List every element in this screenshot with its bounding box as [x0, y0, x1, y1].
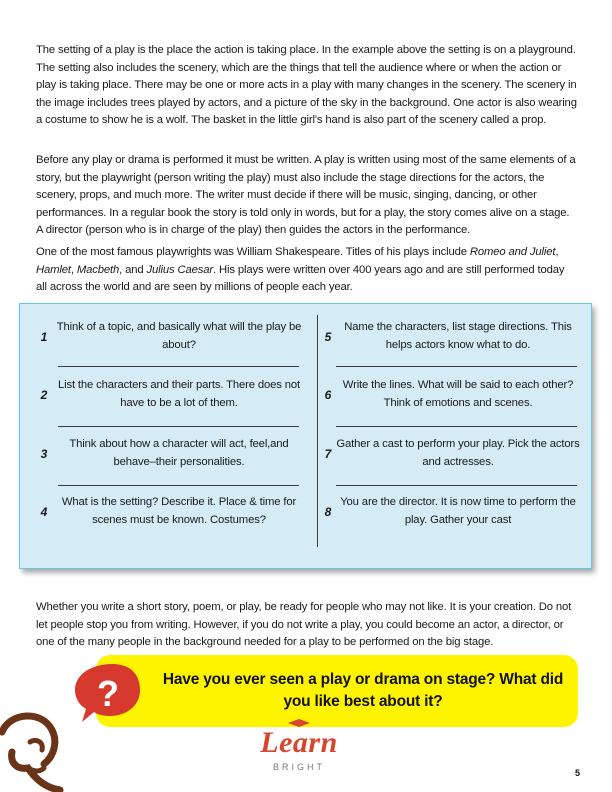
step-number: 6 — [324, 388, 332, 402]
shakespeare-text-end: . His plays were written over 400 years ago and are still performed today all across the world and are seen by millions of people each year. — [36, 263, 565, 294]
step-number: 5 — [324, 330, 332, 344]
step-text: Write the lines. What will be said to each other? Think of emotions and scenes. — [342, 379, 574, 409]
step-number: 7 — [324, 447, 332, 461]
step-text: Think of a topic, and basically what will the play be about? — [56, 321, 302, 351]
writing-paragraph: Before any play or drama is performed it must be written. A play is written using most of the same elements of a story, but the playwright (person writing the play) must also include the stage directions for the actors, the scenery, props, and much more. The writer must decide if there will be music, singing, dancing, or other performances. In a regular book the story is told only in words, but for a play, the story comes alive on a stage. A director (person who is in charge of the play) then guides the actors in the performance. — [36, 154, 576, 237]
separator: , — [555, 246, 559, 258]
step-text: You are the director. It is now time to perform the play. Gather your cast — [340, 496, 576, 526]
row-divider — [336, 366, 577, 367]
setting-paragraph: The setting of a play is the place the action is taking place. In the example above the setting is on a playground. The setting also includes the scenery, which are the things that tell the audience where or when the action or play is taking place. There may be one or more acts in a play with many changes in the scenery. The scenery in the image includes trees played by actors, and a picture of the sky in the background. One actor is also wearing a costume to show he is a wolf. The basket in the little girl's hand is also part of the scenery called a prop. — [36, 44, 577, 127]
question-banner — [96, 655, 578, 727]
thinking-figure-icon — [0, 660, 140, 792]
play-title-macbeth: Macbeth — [76, 263, 120, 276]
step-text: Gather a cast to perform your play. Pick the actors and actresses. — [336, 438, 580, 468]
step-number: 4 — [40, 505, 48, 519]
step-number: 1 — [40, 330, 48, 344]
page-number: 5 — [575, 768, 581, 778]
row-divider — [58, 485, 299, 486]
separator: , and — [119, 263, 147, 276]
play-title-julius-caesar: Julius Caesar — [146, 263, 214, 276]
logo-bright: BRIGHT — [272, 762, 325, 772]
separator: , — [70, 263, 77, 276]
row-divider — [336, 426, 577, 427]
row-divider — [58, 426, 299, 427]
step-text: Name the characters, list stage directions. This helps actors know what to do. — [344, 321, 572, 351]
question-mark-icon: ? — [97, 673, 119, 714]
step-number: 8 — [324, 505, 332, 519]
shakespeare-text-start: One of the most famous playwrights was William Shakespeare. Titles of his plays include — [36, 246, 470, 258]
question-text: Have you ever seen a play or drama on stage? What did you like best about it? — [162, 671, 564, 710]
steps-grid — [40, 313, 581, 545]
play-title-hamlet: Hamlet — [36, 263, 71, 276]
step-number: 2 — [40, 388, 48, 402]
row-divider — [58, 366, 299, 367]
steps-box — [19, 303, 592, 569]
step-text: Think about how a character will act, feel,and behave–their personalities. — [69, 438, 289, 468]
row-divider — [336, 485, 577, 486]
play-title-romeo: Romeo and Juliet — [469, 246, 556, 258]
step-text: List the characters and their parts. There does not have to be a lot of them. — [57, 379, 301, 409]
shakespeare-paragraph — [36, 244, 578, 297]
closing-paragraph: Whether you write a short story, poem, or play, be ready for people who may not like. It is your creation. Do not let people stop you from writing. However, if you do not write a play, you could become an actor, a director, or one of the many people in the background needed for a play to be performed on the big stage. — [36, 601, 572, 649]
step-number: 3 — [40, 447, 48, 461]
step-text: What is the setting? Describe it. Place & time for scenes must be known. Costumes? — [61, 496, 297, 526]
column-divider — [317, 315, 318, 547]
logo-learn: Learn — [260, 726, 338, 759]
